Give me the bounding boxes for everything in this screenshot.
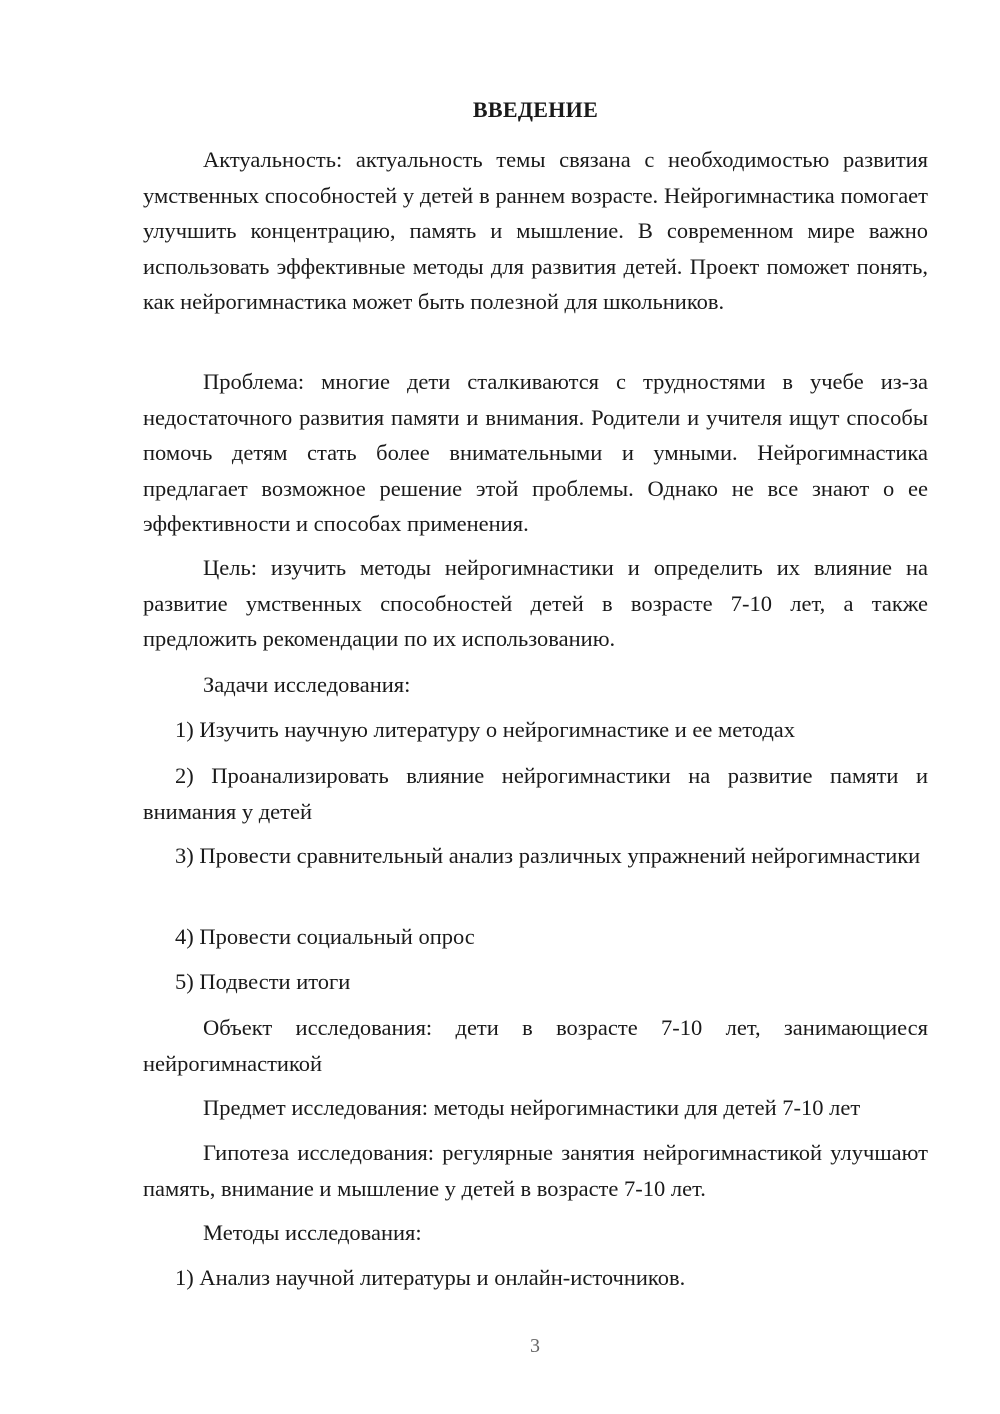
paragraph-goal: Цель: изучить методы нейрогимнастики и определить их влияние на развитие умственных способностей детей в возрасте 7-10 лет, а также предложить рекомендации по их использованию.	[143, 555, 928, 651]
tasks-heading: Задачи исследования:	[203, 672, 411, 697]
task-item-5: 5) Подвести итоги	[175, 969, 351, 994]
methods-heading: Методы исследования:	[203, 1220, 422, 1245]
paragraph-hypothesis: Гипотеза исследования: регулярные занятия нейрогимнастикой улучшают память, внимание и мышление у детей в возрасте 7-10 лет.	[143, 1140, 928, 1201]
task-item-1: 1) Изучить научную литературу о нейрогимнастике и ее методах	[175, 717, 796, 742]
paragraph-subject: Предмет исследования: методы нейрогимнастики для детей 7-10 лет	[203, 1095, 861, 1120]
task-item-3: 3) Провести сравнительный анализ различных упражнений нейрогимнастики	[175, 843, 921, 868]
paragraph-relevance: Актуальность: актуальность темы связана с необходимостью развития умственных способностей у детей в раннем возрасте. Нейрогимнастика помогает улучшить концентрацию, память и мышление. В современном мире важно использовать эффективные методы для развития детей. Проект поможет понять, как нейрогимнастика может быть полезной для школьников.	[143, 147, 928, 314]
method-item-1: 1) Анализ научной литературы и онлайн-источников.	[175, 1265, 686, 1290]
page-number: 3	[530, 1335, 540, 1357]
task-item-4: 4) Провести социальный опрос	[175, 924, 475, 949]
paragraph-problem: Проблема: многие дети сталкиваются с трудностями в учебе из-за недостаточного развития памяти и внимания. Родители и учителя ищут способы помочь детям стать более внимательными и умными. Нейрогимнастика предлагает возможное решение этой проблемы. Однако не все знают о ее эффективности и способах применения.	[143, 369, 928, 536]
paragraph-object: Объект исследования: дети в возрасте 7-10 лет, занимающиеся нейрогимнастикой	[143, 1015, 928, 1076]
task-item-2: 2) Проанализировать влияние нейрогимнастики на развитие памяти и внимания у детей	[143, 763, 928, 824]
page-title: ВВЕДЕНИЕ	[472, 97, 599, 122]
